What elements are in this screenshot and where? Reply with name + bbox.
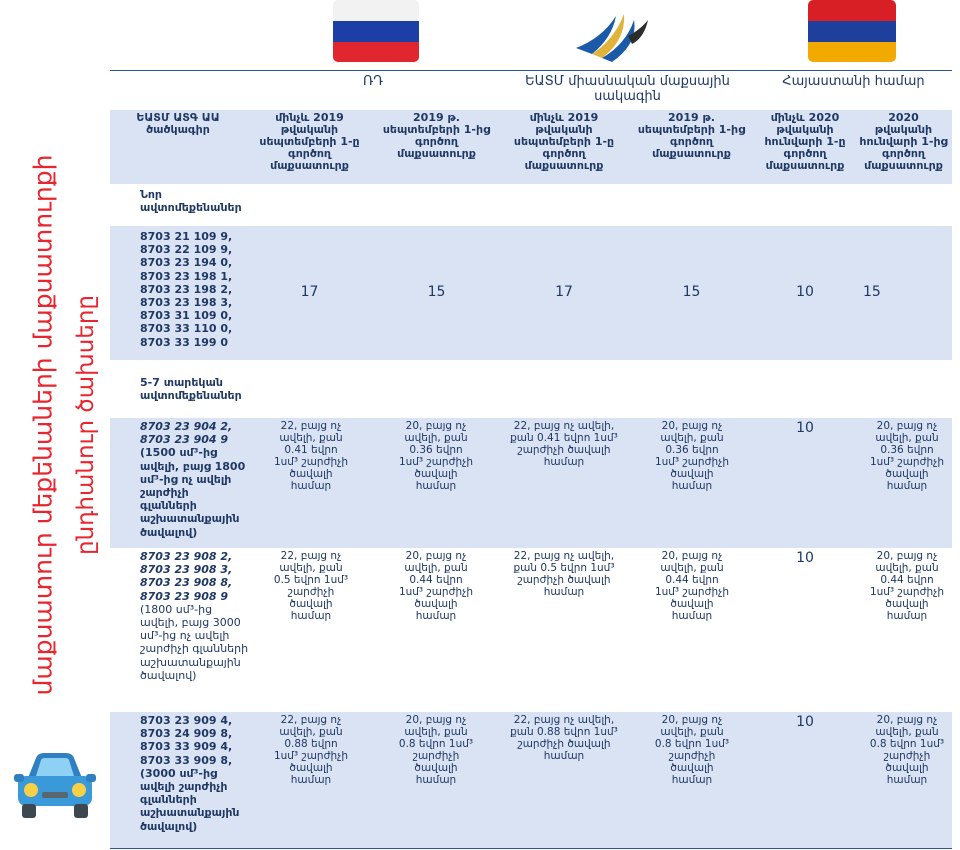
russia-flag-icon: [333, 0, 419, 62]
section-new-cars-row: [110, 184, 952, 226]
car-icon: [14, 748, 96, 820]
col-header-am-before: մինչև 2020 թվականի հունվարի 1-ը գործող մաքսատուրք: [764, 111, 846, 172]
table-row-new: [110, 226, 952, 360]
section-old-cars-row: [110, 360, 952, 418]
side-title-line1: մաքսատուր մեքենաների մաքսատուրքի: [28, 154, 58, 696]
row2-code: [110, 548, 252, 684]
row1-rf-before: 22, բայց ոչ ավելի, քան 0.41 եվրո 1սմ³ շարժիչի ծավալի համար: [273, 420, 349, 492]
row2-code-desc: (1800 սմ³-ից ավելի, բայց 3000 սմ³-ից ոչ ավելի շարժիչի գլանների աշխատանքային ծավալով): [140, 602, 249, 682]
row3-am-after: 20, բայց ոչ ավելի, քան 0.8 եվրո 1սմ³ շարժիչի ծավալի համար: [869, 714, 945, 786]
eaeu-emblem-icon: [572, 8, 652, 64]
col-header-rf-after: 2019 թ. սեպտեմբերի 1-ից գործող մաքսատուրք: [382, 111, 491, 160]
table-row-1800-3000: [110, 548, 952, 712]
row1-code: [110, 418, 252, 541]
side-title: [6, 0, 106, 850]
col-header-rf-before: մինչև 2019 թվականի սեպտեմբերի 1-ը գործող մաքսատուրք: [259, 111, 360, 172]
col-header-eaeu-after: 2019 թ. սեպտեմբերի 1-ից գործող մաքսատուրք: [637, 111, 746, 160]
row2-am-before: 10: [796, 550, 814, 566]
group-header-row: [110, 72, 952, 110]
row1-eaeu-before: 22, բայց ոչ ավելի, քան 0.41 եվրո 1սմ³ շարժիչի ծավալի համար: [510, 420, 618, 468]
row-new-eaeu-after: 15: [682, 284, 701, 300]
row-new-code: 8703 21 109 9, 8703 22 109 9, 8703 23 194 0, 8703 23 198 1, 8703 23 198 2, 8703 23 198 3, 8703 31 109 0, 8703 33 110 0, 8703 33 199 0: [140, 230, 233, 349]
row-new-am-before: 10: [796, 284, 814, 300]
column-header-row: [110, 110, 952, 184]
row1-rf-after: 20, բայց ոչ ավելի, քան 0.36 եվրո 1սմ³ շարժիչի ծավալի համար: [398, 420, 474, 492]
row2-am-after: 20, բայց ոչ ավելի, քան 0.44 եվրո 1սմ³ շարժիչի ծավալի համար: [869, 550, 945, 622]
group-armenia: Հայաստանի համար: [782, 74, 925, 89]
armenia-flag-icon: [808, 0, 896, 62]
row1-am-after: 20, բայց ոչ ավելի, քան 0.36 եվրո 1սմ³ շարժիչի ծավալի համար: [869, 420, 945, 492]
row3-rf-after: 20, բայց ոչ ավելի, քան 0.8 եվրո 1սմ³ շարժիչի ծավալի համար: [398, 714, 474, 786]
col-header-am-after: 2020 թվականի հունվարի 1-ից գործող մաքսատուրք: [859, 111, 948, 172]
col-header-code: ԵԱՏՄ ԱՏԳ ԱԱ ծածկագիր: [136, 111, 220, 136]
row2-rf-before: 22, բայց ոչ ավելի, քան 0.5 եվրո 1սմ³ շարժիչի ծավալի համար: [273, 550, 349, 622]
row3-eaeu-after: 20, բայց ոչ ավելի, քան 0.8 եվրո 1սմ³ շարժիչի ծավալի համար: [654, 714, 730, 786]
side-title-line2: ընդհանուր ծախսերը: [73, 295, 99, 555]
row-new-eaeu-before: 17: [555, 284, 573, 300]
row2-code-numbers: 8703 23 908 2, 8703 23 908 3, 8703 23 908 8, 8703 23 908 9: [140, 550, 233, 603]
row2-rf-after: 20, բայց ոչ ավելի, քան 0.44 եվրո 1սմ³ շարժիչի ծավալի համար: [398, 550, 474, 622]
col-header-eaeu-before: մինչև 2019 թվականի սեպտեմբերի 1-ը գործող մաքսատուրք: [513, 111, 615, 172]
row1-eaeu-after: 20, բայց ոչ ավելի, քան 0.36 եվրո 1սմ³ շարժիչի ծավալի համար: [654, 420, 730, 492]
row3-am-before: 10: [796, 714, 814, 730]
row1-code-desc: (1500 սմ³-ից ավելի, բայց 1800 սմ³-ից ոչ ավելի շարժիչի գլանների աշխատանքային ծավալով): [140, 446, 246, 539]
row-new-rf-before: 17: [300, 284, 319, 300]
table-row-3000-plus: [110, 712, 952, 848]
row3-rf-before: 22, բայց ոչ ավելի, քան 0.88 եվրո 1սմ³ շարժիչի ծավալի համար: [273, 714, 349, 786]
row1-code-numbers: 8703 23 904 2, 8703 23 904 9: [140, 420, 233, 447]
row2-eaeu-before: 22, բայց ոչ ավելի, քան 0.5 եվրո 1սմ³ շարժիչի ծավալի համար: [513, 550, 615, 598]
group-rf: ՌԴ: [362, 74, 384, 89]
section-old-cars-label: 5-7 տարեկան ավտոմեքենաներ: [140, 376, 242, 402]
row2-eaeu-after: 20, բայց ոչ ավելի, քան 0.44 եվրո 1սմ³ շարժիչի ծավալի համար: [654, 550, 730, 622]
section-new-cars-label: Նոր ավտոմեքենաներ: [140, 188, 242, 214]
row-new-rf-after: 15: [427, 284, 446, 300]
table-row-1500-1800: [110, 418, 952, 548]
row3-eaeu-before: 22, բայց ոչ ավելի, քան 0.88 եվրո 1սմ³ շարժիչի ծավալի համար: [510, 714, 618, 762]
row3-code: 8703 23 909 4, 8703 24 909 8, 8703 33 909 4, 8703 33 909 8, (3000 սմ³-ից ավելի շարժիչի գլանների աշխատանքային ծավալով): [140, 714, 240, 833]
group-eaeu: ԵԱՏՄ միասնական մաքսային սակագին: [525, 74, 730, 104]
row1-am-before: 10: [796, 420, 814, 436]
row-new-am-after: 15: [863, 284, 881, 300]
table-top-border: [110, 70, 952, 71]
table-bottom-border: [110, 848, 952, 849]
